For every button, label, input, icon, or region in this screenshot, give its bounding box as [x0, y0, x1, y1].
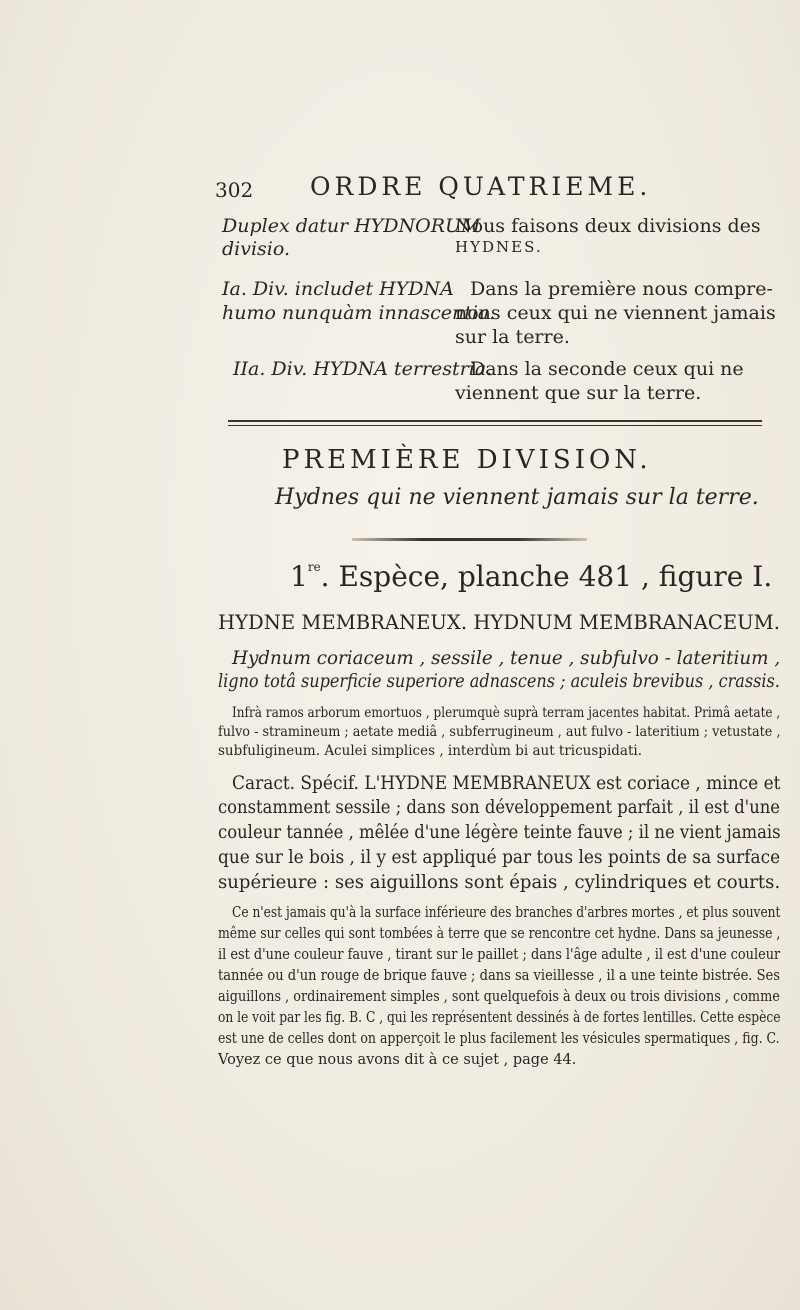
latin-description-line-2: ligno totâ superficie superiore adnascens ; aculeis brevibus , crassis. — [218, 670, 780, 692]
notes-line-8: Voyez ce que nous avons dit à ce sujet , page 44. — [218, 1052, 577, 1068]
notes-line-2: même sur celles qui sont tombées à terre que se rencontre cet hydne. Dans sa jeunesse , — [218, 926, 781, 942]
latin-intro-1-line-1: Duplex datur HYDNORUM — [222, 215, 481, 237]
species-heading-superscript: re — [307, 560, 321, 574]
species-name-line: HYDNE MEMBRANEUX. HYDNUM MEMBRANACEUM. — [218, 610, 780, 634]
species-heading-text: . Espèce, planche 481 , figure I. — [320, 560, 773, 593]
latin-intro-1-line-2: divisio. — [222, 238, 291, 260]
characteristics-line-4: que sur le bois , il y est appliqué par tous les points de sa surface — [218, 846, 781, 868]
characteristics-line-3: couleur tannée , mêlée d'une légère teinte fauve ; il ne vient jamais — [218, 821, 781, 843]
latin-intro-3-line-1: IIa. Div. HYDNA terrestria. — [233, 358, 493, 380]
french-intro-2-line-1: Dans la première nous compre- — [470, 278, 773, 300]
notes-line-6: on le voit par les fig. B. C , qui les représentent dessinés à de fortes lentilles. Cette espèce — [218, 1010, 781, 1026]
division-subtitle: Hydnes qui ne viennent jamais sur la terre. — [275, 485, 759, 510]
french-intro-3-line-2: viennent que sur la terre. — [455, 382, 702, 404]
notes-line-7: est une de celles dont on apperçoit le plus facilement les vésicules spermatiques , fig. C. — [218, 1031, 780, 1047]
divider-rule-top — [228, 420, 762, 422]
divider-rule-bottom — [228, 425, 762, 426]
french-intro-3-line-1: Dans la seconde ceux qui ne — [470, 358, 744, 380]
notes-line-3: il est d'une couleur fauve , tirant sur le paillet ; dans l'âge adulte , il est d'une couleur — [218, 947, 781, 963]
french-intro-2-line-2: nons ceux qui ne viennent jamais — [455, 302, 776, 324]
notes-line-5: aiguillons , ordinairement simples , sont quelquefois à deux ou trois divisions , comme — [218, 989, 780, 1005]
latin-notes-line-1: Infrà ramos arborum emortuos , plerumquè suprà terram jacentes habitat. Primâ aetate , — [232, 705, 781, 721]
latin-description-line-1: Hydnum coriaceum , sessile , tenue , subfulvo - lateritium , — [232, 647, 781, 669]
species-heading — [290, 560, 772, 593]
latin-notes-line-3: subfuligineum. Aculei simplices , interdùm bi aut tricuspidati. — [218, 743, 642, 759]
latin-intro-2-line-2: humo nunquàm innascentia. — [222, 302, 496, 324]
latin-intro-2-line-1: Ia. Div. includet HYDNA — [222, 278, 454, 300]
page-number: 302 — [215, 178, 254, 202]
chapter-header: ORDRE QUATRIEME. — [310, 172, 652, 201]
french-intro-1-line-2: HYDNES. — [455, 238, 543, 256]
notes-line-1: Ce n'est jamais qu'à la surface inférieure des branches d'arbres mortes , et plus souvent — [232, 905, 781, 921]
french-intro-1-line-1: Nous faisons deux divisions des — [455, 215, 761, 237]
species-heading-number: 1 — [290, 560, 308, 593]
characteristics-line-5: supérieure : ses aiguillons sont épais , cylindriques et courts. — [218, 871, 781, 893]
latin-notes-line-2: fulvo - stramineum ; aetate mediâ , subferrugineum , aut fulvo - lateritium ; vetustate , — [218, 724, 781, 740]
characteristics-line-2: constamment sessile ; dans son développement parfait , il est d'une — [218, 796, 780, 818]
ornamental-rule — [352, 538, 587, 541]
characteristics-line-1: Caract. Spécif. L'HYDNE MEMBRANEUX est coriace , mince et — [232, 772, 781, 794]
notes-line-4: tannée ou d'un rouge de brique fauve ; dans sa vieillesse , il a une teinte bistrée. Ses — [218, 968, 780, 984]
french-intro-2-line-3: sur la terre. — [455, 326, 570, 348]
division-title: PREMIÈRE DIVISION. — [282, 445, 652, 475]
